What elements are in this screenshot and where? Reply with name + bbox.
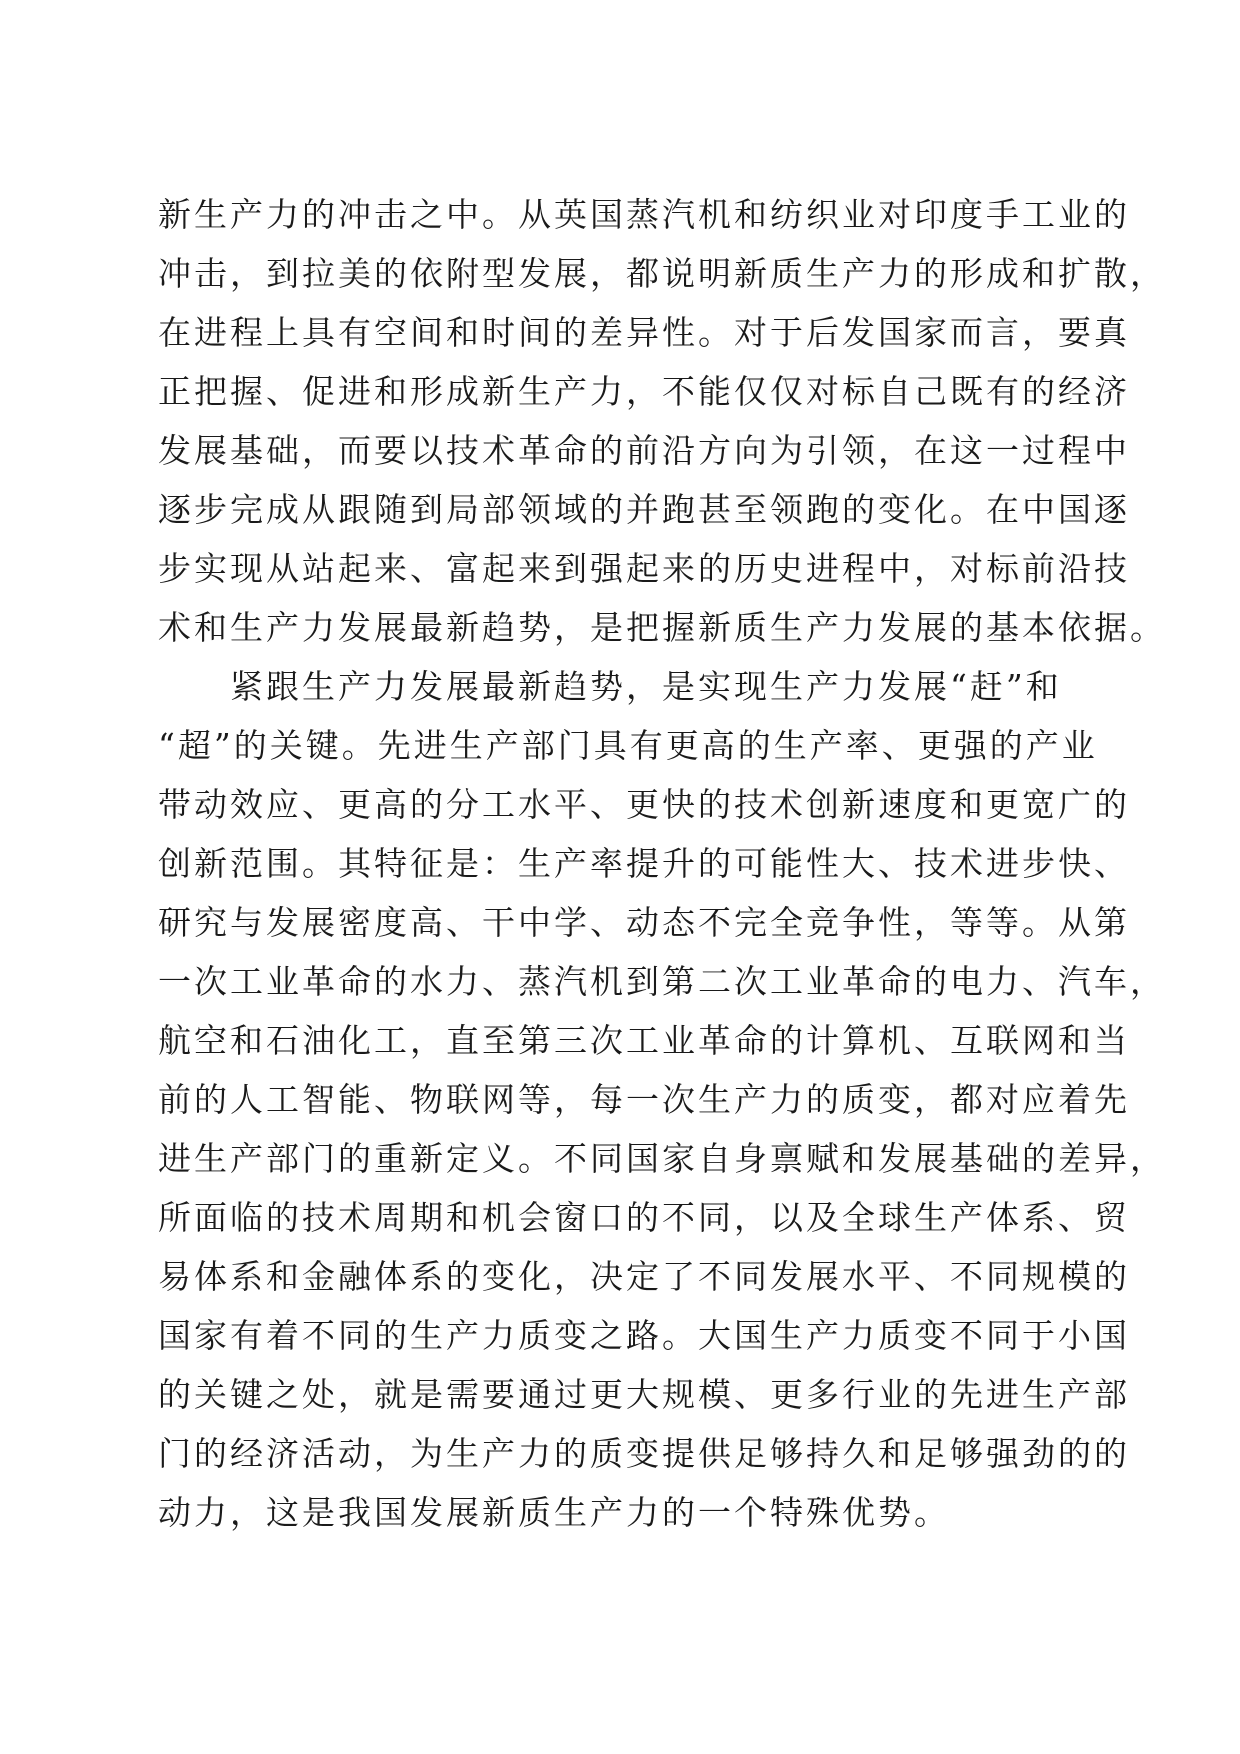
paragraph-2 (158, 657, 1166, 1542)
text-line: 的关键之处，就是需要通过更大规模、更多行业的先进生产部 (158, 1375, 1130, 1414)
text-line: 动力，这是我国发展新质生产力的一个特殊优势。 (158, 1493, 950, 1532)
body-text (158, 185, 1166, 1542)
text-line: 创新范围。其特征是：生产率提升的可能性大、技术进步快、 (158, 844, 1130, 883)
text-line: 国家有着不同的生产力质变之路。大国生产力质变不同于小国 (158, 1316, 1130, 1355)
text-line: 新生产力的冲击之中。从英国蒸汽机和纺织业对印度手工业的 (158, 195, 1130, 234)
text-line: 正把握、促进和形成新生产力，不能仅仅对标自己既有的经济 (158, 372, 1130, 411)
text-line: 术和生产力发展最新趋势，是把握新质生产力发展的基本依据。 (158, 608, 1166, 647)
text-line: 发展基础，而要以技术革命的前沿方向为引领，在这一过程中 (158, 431, 1130, 470)
text-line: 逐步完成从跟随到局部领域的并跑甚至领跑的变化。在中国逐 (158, 490, 1130, 529)
text-line: 冲击，到拉美的依附型发展，都说明新质生产力的形成和扩散， (158, 254, 1166, 293)
text-line: 带动效应、更高的分工水平、更快的技术创新速度和更宽广的 (158, 785, 1130, 824)
text-line: 航空和石油化工，直至第三次工业革命的计算机、互联网和当 (158, 1021, 1130, 1060)
text-line: 紧跟生产力发展最新趋势，是实现生产力发展“赶”和 (158, 667, 1062, 706)
text-line: 一次工业革命的水力、蒸汽机到第二次工业革命的电力、汽车， (158, 962, 1166, 1001)
text-line: 所面临的技术周期和机会窗口的不同，以及全球生产体系、贸 (158, 1198, 1130, 1237)
paragraph-1 (158, 185, 1166, 657)
text-line: 在进程上具有空间和时间的差异性。对于后发国家而言，要真 (158, 313, 1130, 352)
text-line: 门的经济活动，为生产力的质变提供足够持久和足够强劲的的 (158, 1434, 1130, 1473)
text-line: 步实现从站起来、富起来到强起来的历史进程中，对标前沿技 (158, 549, 1130, 588)
text-line: 研究与发展密度高、干中学、动态不完全竞争性，等等。从第 (158, 903, 1130, 942)
text-line: 进生产部门的重新定义。不同国家自身禀赋和发展基础的差异， (158, 1139, 1166, 1178)
text-line: 前的人工智能、物联网等，每一次生产力的质变，都对应着先 (158, 1080, 1130, 1119)
text-line: “超”的关键。先进生产部门具有更高的生产率、更强的产业 (158, 726, 1098, 765)
text-line: 易体系和金融体系的变化，决定了不同发展水平、不同规模的 (158, 1257, 1130, 1296)
